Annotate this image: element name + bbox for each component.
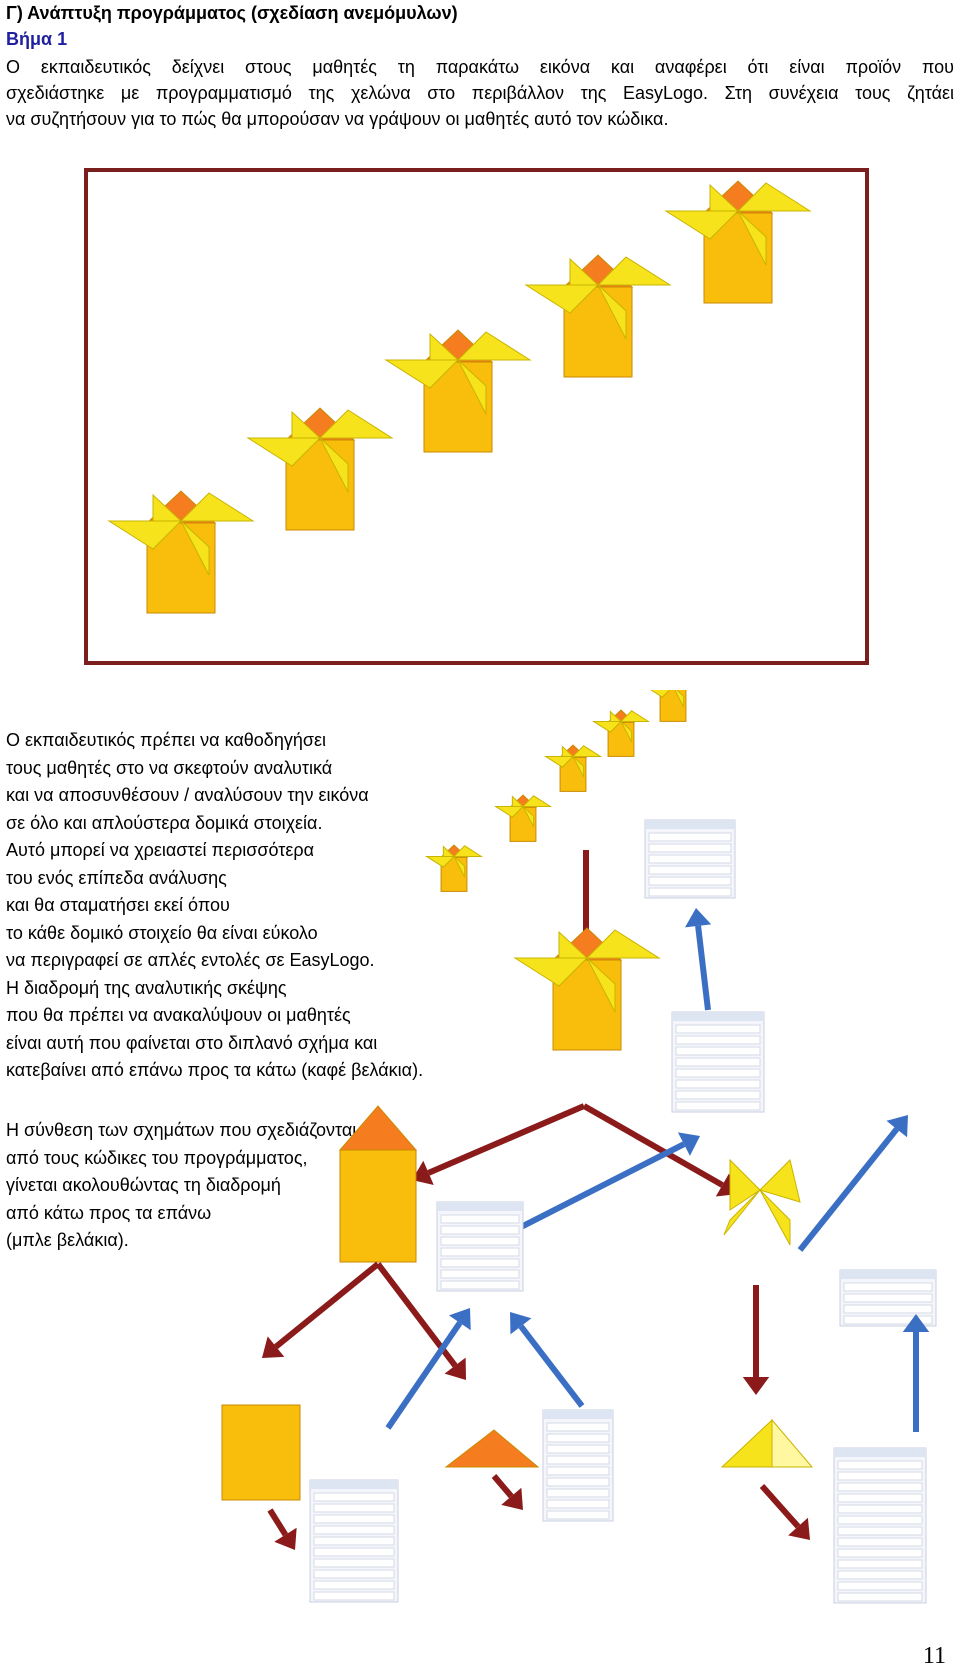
windmill-icon [666,181,810,303]
code-panel-row [838,1538,922,1546]
arrow [270,1510,297,1550]
analysis-line: το κάθε δομικό στοιχείο θα είναι εύκολο [6,922,318,943]
code-panel-row [441,1248,519,1256]
code-panel-header [437,1202,523,1211]
analysis-line: είναι αυτή που φαίνεται στο διπλανό σχήμα και [6,1032,378,1053]
arrow [762,1486,810,1540]
blade-icon [722,1420,812,1467]
analysis-line: Αυτό μπορεί να χρειαστεί περισσότερα [6,840,314,860]
analysis-line: και θα σταματήσει εκεί όπου [6,895,230,915]
code-panel-row [441,1270,519,1278]
arrow [903,1314,929,1432]
arrow-shaft [270,1510,285,1535]
arrow-shaft [698,926,708,1010]
code-panel-row [547,1467,609,1475]
triangle-icon [446,1430,538,1467]
code-panel-row [314,1526,394,1534]
code-panel-row [838,1593,922,1601]
code-panel-row [314,1592,394,1600]
code-panel-icon [437,1202,523,1291]
analysis-line: κατεβαίνει από επάνω προς τα κάτω (καφέ βελάκια). [6,1060,424,1080]
arrow-shaft [584,1106,722,1185]
code-panel-row [844,1283,932,1291]
synthesis-line: γίνεται ακολουθώντας τη διαδρομή [6,1175,281,1195]
code-panel-row [547,1423,609,1431]
code-panel-header [840,1270,936,1279]
code-panel-row [441,1281,519,1289]
code-panel-icon [543,1410,613,1521]
code-panel-row [676,1047,760,1055]
code-panel-row [649,833,731,841]
code-panel-row [649,888,731,896]
code-panel-icon [645,820,735,898]
synthesis-line: (μπλε βελάκια). [6,1230,129,1250]
code-panel-row [314,1537,394,1545]
analysis-line: του ενός επίπεδα ανάλυσης [6,867,227,888]
windmill-icon [496,795,551,841]
windmills-figure [88,172,865,661]
code-panel-row [838,1549,922,1557]
synthesis-line: από κάτω προς τα επάνω [6,1202,212,1223]
code-panel-row [649,855,731,863]
code-panel-row [314,1504,394,1512]
intro-line: Ο εκπαιδευτικός δείχνει στους μαθητές τη παρακάτω εικόνα και αναφέρει ότι είναι προϊόν που [6,57,954,77]
code-panel-row [838,1571,922,1579]
analysis-line: Ο εκπαιδευτικός πρέπει να καθοδηγήσει [6,730,326,750]
square-shape [222,1405,300,1500]
arrow-shaft [429,1106,584,1173]
page-number: 11 [922,1643,946,1669]
windmill-icon [594,710,649,756]
triangle-shape [446,1430,538,1467]
arrow-shaft [800,1129,897,1250]
house-body [340,1150,416,1262]
code-panel-row [844,1294,932,1302]
arrow [800,1115,908,1250]
arrow [412,1106,584,1185]
windmill-icon [526,255,670,377]
blade-icon [724,1160,800,1245]
code-panel-row [547,1445,609,1453]
arrow [685,908,711,1010]
arrow [262,1264,378,1358]
code-panel-row [314,1581,394,1589]
code-panel-row [314,1515,394,1523]
square-icon [222,1405,300,1500]
code-panel-row [838,1527,922,1535]
code-panel-row [441,1259,519,1267]
code-panel-row [676,1036,760,1044]
blade [722,1420,772,1467]
house-icon [340,1106,416,1262]
code-panel-row [314,1493,394,1501]
intro-line: να συζητήσουν για το πώς θα μπορούσαν να γράψουν οι μαθητές αυτό τον κώδικα. [6,109,669,129]
windmill-icon [515,928,659,1050]
house-roof [340,1106,416,1150]
code-panel-header [543,1410,613,1419]
code-panel-row [838,1560,922,1568]
code-panel-row [547,1511,609,1519]
arrow [743,1285,769,1395]
code-panel-row [547,1456,609,1464]
analysis-line: που θα πρέπει να ανακαλύψουν οι μαθητές [6,1005,351,1025]
code-panel-header [834,1448,926,1457]
code-panel-row [838,1472,922,1480]
code-panel-row [838,1505,922,1513]
windmill-icon [546,745,601,791]
code-panel-row [676,1069,760,1077]
code-panel-icon [834,1448,926,1603]
code-panel-row [314,1570,394,1578]
arrow-shaft [494,1476,511,1496]
code-panel-header [645,820,735,829]
analysis-line: σε όλο και απλούστερα δομικά στοιχεία. [6,812,323,833]
blade [760,1190,790,1245]
code-panel-row [838,1483,922,1491]
section-heading: Γ) Ανάπτυξη προγράμματος (σχεδίαση ανεμόμυλων) [6,3,458,23]
code-panel-row [547,1478,609,1486]
code-panel-row [676,1091,760,1099]
code-panel-row [838,1494,922,1502]
code-panel-row [441,1215,519,1223]
code-panel-icon [310,1480,398,1602]
decomposition-diagram [0,690,960,1620]
arrow-head [743,1377,769,1395]
arrow [510,1312,582,1406]
code-panel-row [547,1434,609,1442]
analysis-line: Η διαδρομή της αναλυτικής σκέψης [6,977,287,998]
code-panel-row [838,1516,922,1524]
code-panel-row [649,844,731,852]
arrow-shaft [276,1264,378,1347]
synthesis-line: Η σύνθεση των σχημάτων που σχεδιάζονται [6,1120,357,1140]
code-panel-row [838,1461,922,1469]
code-panel-icon [672,1012,764,1112]
arrow [494,1476,523,1510]
windmill-icon [427,845,482,891]
intro-line: σχεδιάστηκε με προγραμματισμό της χελώνα στο περιβάλλον της EasyLogo. Στη συνέχεια τους ζητάει [6,83,954,103]
code-panel-row [649,866,731,874]
code-panel-row [314,1548,394,1556]
code-panel-row [676,1025,760,1033]
windmill-icon [248,408,392,530]
analysis-line: να περιγραφεί σε απλές εντολές σε EasyLogo. [6,950,375,970]
blade [730,1160,760,1210]
code-panel-row [676,1058,760,1066]
intro-paragraph [6,54,954,132]
code-panel-row [547,1489,609,1497]
synthesis-line: από τους κώδικες του προγράμματος, [6,1147,308,1168]
arrow-shaft [521,1326,582,1406]
arrow-shaft [762,1486,798,1527]
step-label: Βήμα 1 [6,29,68,49]
windmills-figure-frame [84,168,869,665]
code-panel-row [676,1080,760,1088]
windmill-icon [386,330,530,452]
code-panel-header [672,1012,764,1021]
arrow-shaft [388,1323,460,1428]
code-panel-row [441,1226,519,1234]
code-panel-row [838,1582,922,1590]
windmill-icon [109,491,253,613]
code-panel-header [310,1480,398,1489]
code-panel-bg [834,1448,926,1603]
code-panel-row [676,1102,760,1110]
arrow-head [685,908,711,927]
code-panel-row [844,1305,932,1313]
analysis-line: τους μαθητές στο να σκεφτούν αναλυτικά [6,757,333,778]
windmill-icon [646,690,701,721]
code-panel-row [547,1500,609,1508]
code-panel-row [649,877,731,885]
analysis-line: και να αποσυνθέσουν / αναλύσουν την εικόνα [6,785,369,805]
code-panel-row [441,1237,519,1245]
blade [772,1420,812,1467]
code-panel-row [314,1559,394,1567]
code-panel-icon [840,1270,936,1326]
